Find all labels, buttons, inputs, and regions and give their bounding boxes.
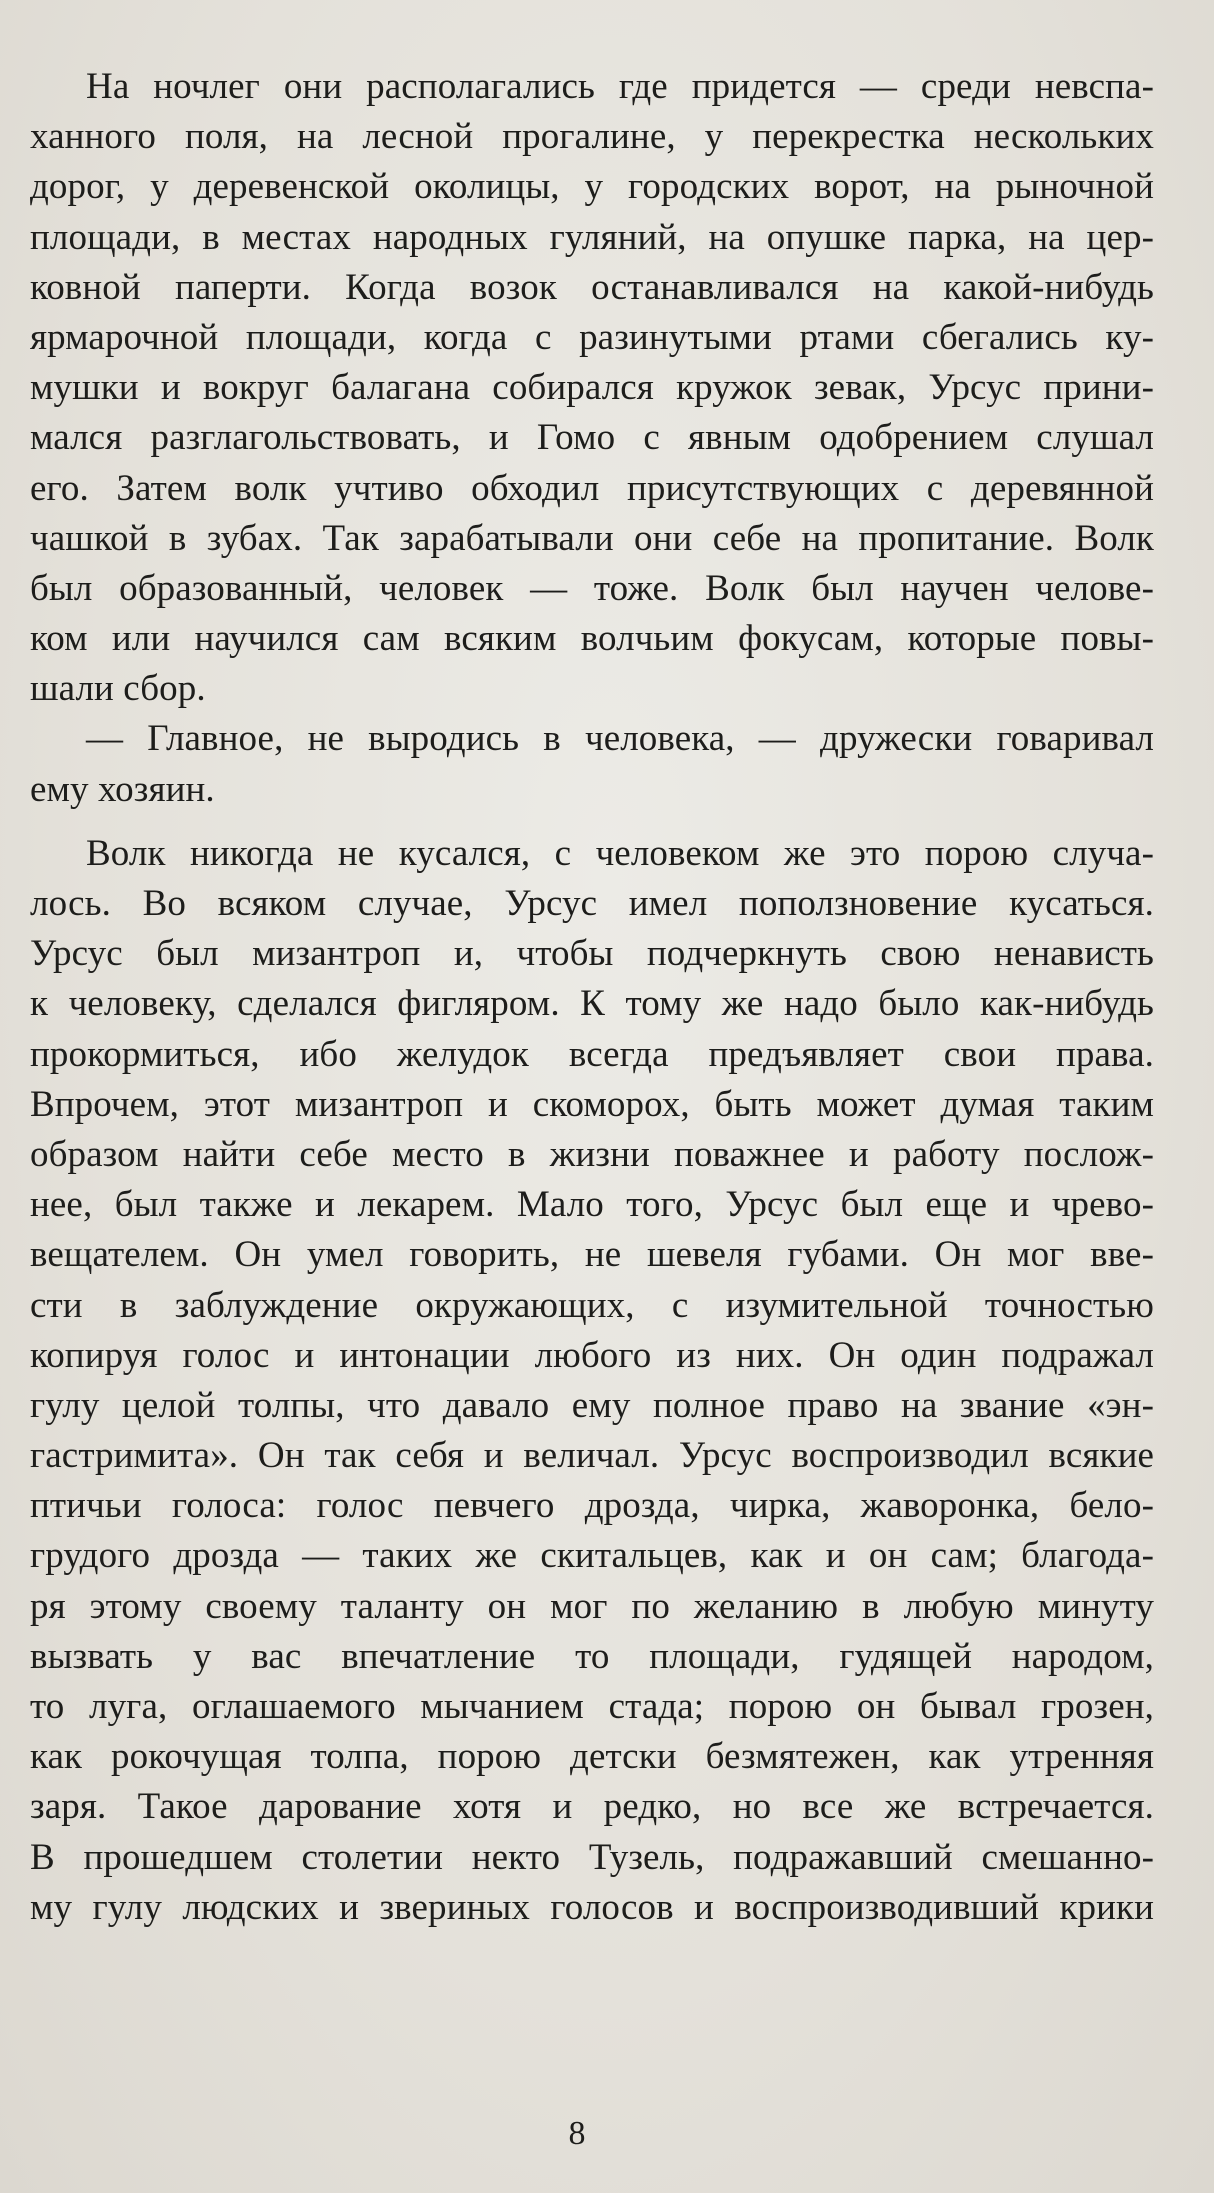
- text-line: то луга, оглашаемого мычанием стада; порою он бывал грозен,: [30, 1686, 1154, 1727]
- text-line: ковной паперти. Когда возок останавливался на какой-нибудь: [30, 266, 1154, 308]
- text-line: Волк никогда не кусался, с человеком же это порою случа-: [86, 832, 1154, 874]
- text-line: птичьи голоса: голос певчего дрозда, чирка, жаворонка, бело-: [30, 1485, 1154, 1527]
- text-line: вызвать у вас впечатление то площади, гудящей народом,: [30, 1635, 1154, 1677]
- text-line: ханного поля, на лесной прогалине, у перекрестка нескольких: [30, 116, 1154, 158]
- body-text: [30, 62, 1154, 1933]
- text-line: гулу целой толпы, что давало ему полное право на звание «эн-: [30, 1384, 1154, 1426]
- text-line: нее, был также и лекарем. Мало того, Урсус был еще и чрево-: [30, 1184, 1154, 1226]
- text-line: мушки и вокруг балагана собирался кружок зевак, Урсус прини-: [30, 367, 1154, 409]
- text-line: образом найти себе место в жизни поважнее и работу послож-: [30, 1133, 1154, 1175]
- text-line: сти в заблуждение окружающих, с изумительной точностью: [30, 1284, 1154, 1326]
- paragraph: [30, 829, 1154, 1933]
- text-line: гастримита». Он так себя и величал. Урсус воспроизводил всякие: [30, 1435, 1154, 1477]
- text-line: чашкой в зубах. Так зарабатывали они себе на пропитание. Волк: [30, 517, 1154, 559]
- text-line: му гулу людских и звериных голосов и воспроизводивший крики: [30, 1886, 1154, 1928]
- text-line: вещателем. Он умел говорить, не шевеля губами. Он мог вве-: [30, 1234, 1154, 1276]
- text-line: — Главное, не выродись в человека, — дружески говаривал: [86, 718, 1154, 760]
- text-line: был образованный, человек — тоже. Волк был научен челове-: [30, 567, 1154, 609]
- paragraph: [30, 62, 1154, 714]
- text-line: площади, в местах народных гуляний, на опушке парка, на цер-: [30, 216, 1154, 258]
- text-line: как рокочущая толпа, порою детски безмятежен, как утренняя: [30, 1736, 1154, 1778]
- text-line: его. Затем волк учтиво обходил присутствующих с деревянной: [30, 467, 1154, 509]
- text-line: В прошедшем столетии некто Тузель, подражавший смешанно-: [30, 1836, 1154, 1878]
- text-line: прокормиться, ибо желудок всегда предъявляет свои права.: [30, 1033, 1154, 1075]
- page-number: 8: [568, 2115, 586, 2152]
- text-line: мался разглагольствовать, и Гомо с явным одобрением слушал: [30, 417, 1154, 459]
- text-line: Урсус был мизантроп и, чтобы подчеркнуть свою ненависть: [30, 933, 1154, 975]
- text-line: шали сбор.: [30, 668, 206, 710]
- text-line: заря. Такое дарование хотя и редко, но все же встречается.: [30, 1786, 1154, 1828]
- text-line: ря этому своему таланту он мог по желанию в любую минуту: [30, 1585, 1154, 1627]
- text-line: лось. Во всяком случае, Урсус имел поползновение кусаться.: [30, 883, 1154, 924]
- text-line: копируя голос и интонации любого из них. Он один подражал: [30, 1334, 1154, 1376]
- text-line: грудого дрозда — таких же скитальцев, как и он сам; благода-: [30, 1535, 1154, 1577]
- text-line: ему хозяин.: [30, 768, 215, 810]
- text-line: к человеку, сделался фигляром. К тому же надо было как-нибудь: [30, 983, 1154, 1025]
- paragraph-dialogue: [30, 714, 1154, 814]
- text-line: Впрочем, этот мизантроп и скоморох, быть может думая таким: [30, 1083, 1154, 1125]
- text-line: ярмарочной площади, когда с разинутыми ртами сбегались ку-: [30, 316, 1154, 358]
- text-line: На ночлег они располагались где придется — среди невспа-: [86, 66, 1154, 107]
- text-line: ком или научился сам всяким волчьим фокусам, которые повы-: [30, 618, 1154, 660]
- text-line: дорог, у деревенской околицы, у городских ворот, на рыночной: [30, 166, 1154, 208]
